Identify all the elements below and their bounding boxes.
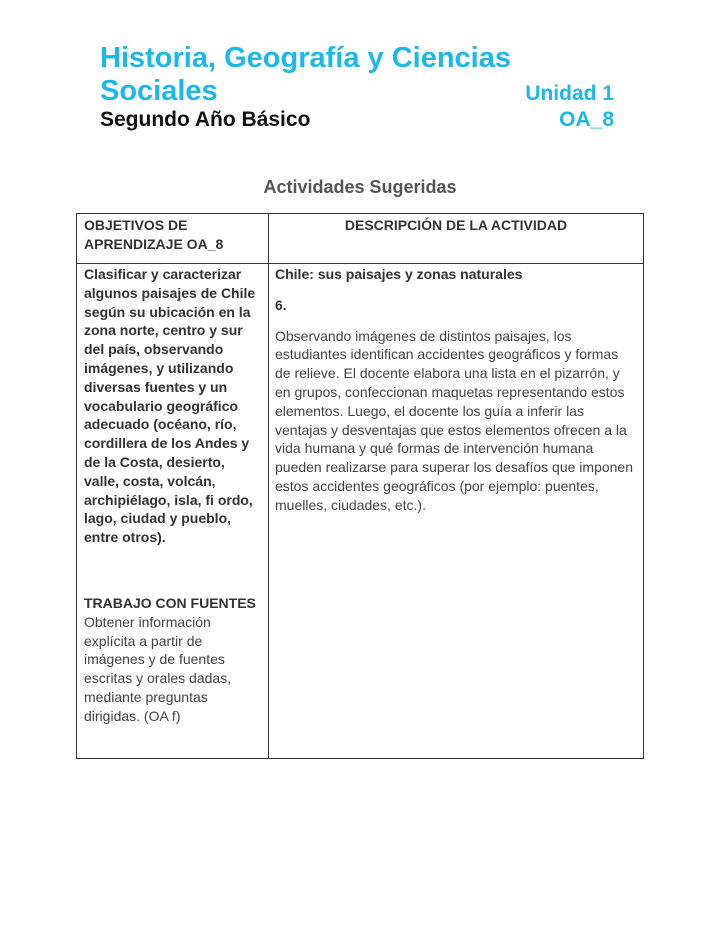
section-title: Actividades Sugeridas [263,177,457,197]
text-line: del país, observando [84,341,224,358]
activity-title: Chile: sus paisajes y zonas naturales [275,266,523,282]
text-line: Clasificar y caracterizar [84,266,242,282]
text-line: Observando imágenes de distintos paisajes, los [275,327,572,344]
text-line: elementos. Luego, el docente los guía a inferir las [275,402,584,419]
skill-text [84,613,261,726]
text-line: Obtener información [84,613,211,630]
description-cell [269,264,644,759]
objectives-header: OBJETIVOS DE APRENDIZAJE OA_8 [84,217,224,252]
table-header-row [77,214,644,264]
text-line: imágenes y de fuentes [84,651,225,668]
header-cell-objectives [77,214,269,264]
text-line: de relieve. El docente elabora una lista en el pizarrón, y [275,365,620,382]
text-line: zona norte, centro y sur [84,322,243,339]
objectives-cell [77,264,269,759]
text-line: vocabulario geográfico [84,397,239,414]
text-line: algunos paisajes de Chile [84,284,256,301]
text-line: diversas fuentes y un [84,378,228,395]
unit-label: Unidad 1 [525,82,614,105]
activities-table [76,213,644,759]
activity-number: 6. [275,296,287,313]
header-cell-description [269,214,644,264]
activity-description [275,327,637,515]
text-line: muelles, ciudades, etc.). [275,496,426,513]
text-line: escritas y orales dadas, [84,670,232,687]
text-line: valle, costa, volcán, [84,472,216,489]
text-line: adecuado (océano, río, [84,416,237,433]
text-line: estos accidentes geográficos (por ejemplo: puentes, [275,477,599,494]
text-line: explícita a partir de [84,632,203,649]
text-line: archipiélago, isla, fi ordo, [84,491,253,508]
subject-title-line2: Sociales [100,75,218,107]
skill-title: TRABAJO CON FUENTES [84,594,256,611]
oa-label: OA_8 [559,108,614,131]
text-line: en grupos, confeccionan maquetas representando estos [275,383,625,400]
text-line: pueden realizarse para superar los desafíos que imponen [275,459,634,476]
description-header: DESCRIPCIÓN DE LA ACTIVIDAD [344,217,568,233]
table-row [77,264,644,759]
subject-title-line1: Historia, Geografía y Ciencias [100,42,511,74]
text-line: lago, ciudad y pueblo, [84,510,232,527]
text-line: según su ubicación en la [84,303,251,320]
text-line: imágenes, y utilizando [84,359,234,376]
text-line: cordillera de los Andes y [84,435,250,452]
grade-level: Segundo Año Básico [100,108,311,131]
text-line: de la Costa, desierto, [84,453,225,470]
text-line: ventajas y desventajas que estos elementos ofrecen a la [275,421,627,438]
text-line: dirigidas. (OA f) [84,707,181,724]
text-line: vida humana y qué formas de intervención humana [275,440,594,457]
text-line: entre otros). [84,529,166,546]
objective-text [84,265,261,547]
text-line: estudiantes identifican accidentes geográficos y formas [275,346,619,363]
text-line: mediante preguntas [84,688,208,705]
